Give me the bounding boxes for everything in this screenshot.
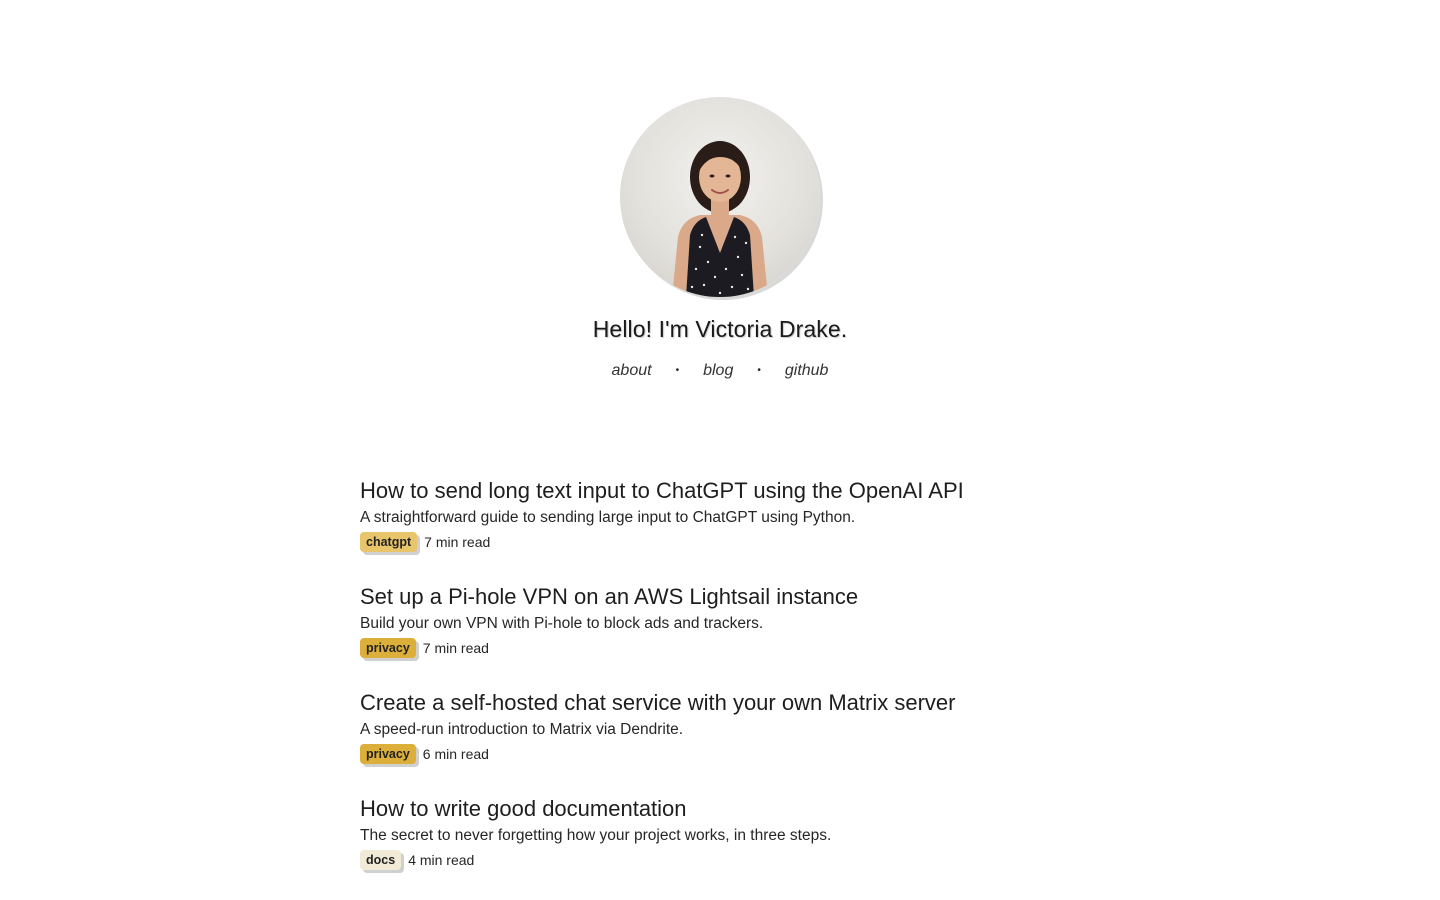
post-item [360,582,1080,658]
greeting-heading: Hello! I'm Victoria Drake. [592,316,848,342]
post-title-link[interactable]: Set up a Pi-hole VPN on an AWS Lightsail instance [360,584,859,609]
post-title-link[interactable]: How to write good documentation [360,796,687,821]
post-tag[interactable]: privacy [360,638,416,658]
post-title-link[interactable]: How to send long text input to ChatGPT using the OpenAI API [360,478,964,503]
post-tag[interactable]: privacy [360,744,416,764]
read-time: 7 min read [422,640,489,656]
post-title-link[interactable]: Create a self-hosted chat service with your own Matrix server [360,690,956,715]
avatar [620,97,820,297]
post-tag[interactable]: chatgpt [360,532,417,552]
profile-header [0,97,1440,382]
post-list [360,476,1080,900]
avatar-portrait [620,97,820,297]
post-meta [360,744,1080,764]
nav-link-github[interactable]: github [784,362,829,379]
read-time: 6 min read [422,746,489,762]
post-item [360,688,1080,764]
post-description: The secret to never forgetting how your project works, in three steps. [360,827,832,844]
read-time: 4 min read [408,852,475,868]
main-nav [0,360,1440,382]
post-description: A speed-run introduction to Matrix via Dendrite. [360,721,684,738]
post-item [360,794,1080,870]
post-description: A straightforward guide to sending large input to ChatGPT using Python. [360,509,856,526]
post-meta [360,532,1080,552]
post-meta [360,638,1080,658]
post-item [360,476,1080,552]
nav-separator: • [757,365,761,376]
nav-separator: • [675,365,680,376]
nav-link-about[interactable]: about [611,362,652,379]
post-tag[interactable]: docs [360,850,401,870]
post-description: Build your own VPN with Pi-hole to block ads and trackers. [360,615,764,632]
nav-link-blog[interactable]: blog [703,362,734,379]
read-time: 7 min read [424,534,491,550]
post-meta [360,850,1080,870]
